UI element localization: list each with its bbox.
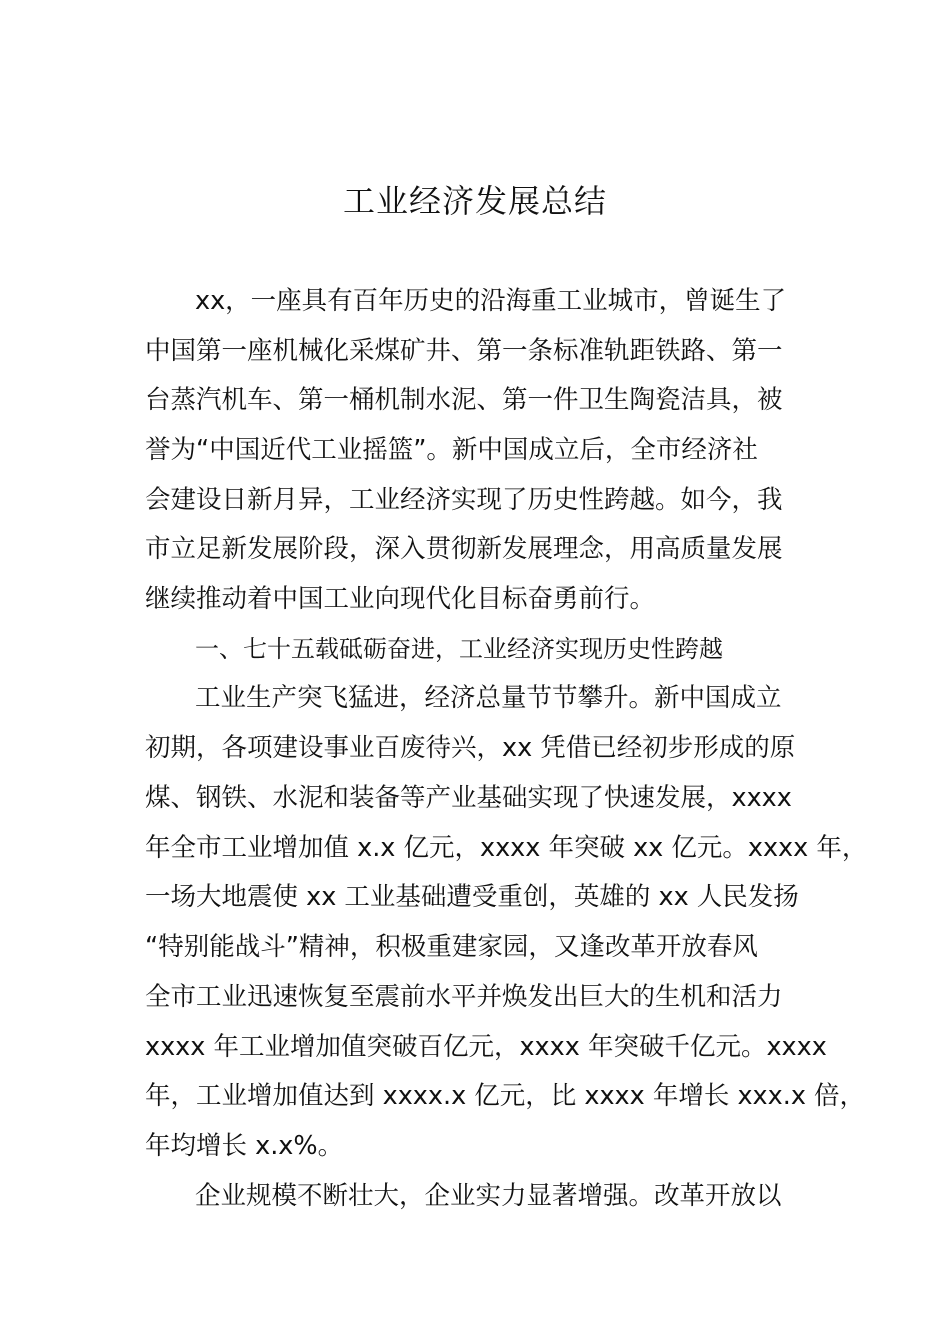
section-heading: 一、七十五载砥砺奋进，工业经济实现历史性跨越 xyxy=(195,635,723,663)
paragraph-line: 市立足新发展阶段，深入贯彻新发展理念，用高质量发展 xyxy=(145,534,783,564)
paragraph-line: 一场大地震使 xx 工业基础遭受重创，英雄的 xx 人民发扬 xyxy=(145,882,799,912)
paragraph-line: 年，工业增加值达到 xxxx.x 亿元，比 xxxx 年增长 xxx.x 倍， xyxy=(145,1081,866,1111)
paragraph-line: 台蒸汽机车、第一桶机制水泥、第一件卫生陶瓷洁具，被 xyxy=(145,385,783,415)
paragraph-line: 初期，各项建设事业百废待兴，xx 凭借已经初步形成的原 xyxy=(145,733,796,763)
paragraph-line: “特别能战斗”精神，积极重建家园，又逢改革开放春风 xyxy=(145,932,758,962)
paragraph-line: 中国第一座机械化采煤矿井、第一条标准轨距铁路、第一 xyxy=(145,336,783,366)
document-title: 工业经济发展总结 xyxy=(342,182,607,220)
paragraph-line: 会建设日新月异，工业经济实现了历史性跨越。如今，我 xyxy=(145,485,783,515)
paragraph-line: 继续推动着中国工业向现代化目标奋勇前行。 xyxy=(145,584,656,614)
paragraph-line: 年均增长 x.x%。 xyxy=(145,1131,344,1161)
paragraph-line: xxxx 年工业增加值突破百亿元，xxxx 年突破千亿元。xxxx xyxy=(145,1032,827,1062)
paragraph-line: xx，一座具有百年历史的沿海重工业城市，曾诞生了 xyxy=(195,286,787,316)
paragraph-line: 工业生产突飞猛进，经济总量节节攀升。新中国成立 xyxy=(195,683,782,713)
paragraph-line: 年全市工业增加值 x.x 亿元，xxxx 年突破 xx 亿元。xxxx 年， xyxy=(145,833,868,863)
paragraph-line: 煤、钢铁、水泥和装备等产业基础实现了快速发展，xxxx xyxy=(145,783,792,813)
paragraph-line: 全市工业迅速恢复至震前水平并焕发出巨大的生机和活力 xyxy=(145,982,783,1012)
paragraph-line: 誉为“中国近代工业摇篮”。新中国成立后，全市经济社 xyxy=(145,435,758,465)
paragraph-line: 企业规模不断壮大，企业实力显著增强。改革开放以 xyxy=(195,1181,782,1211)
